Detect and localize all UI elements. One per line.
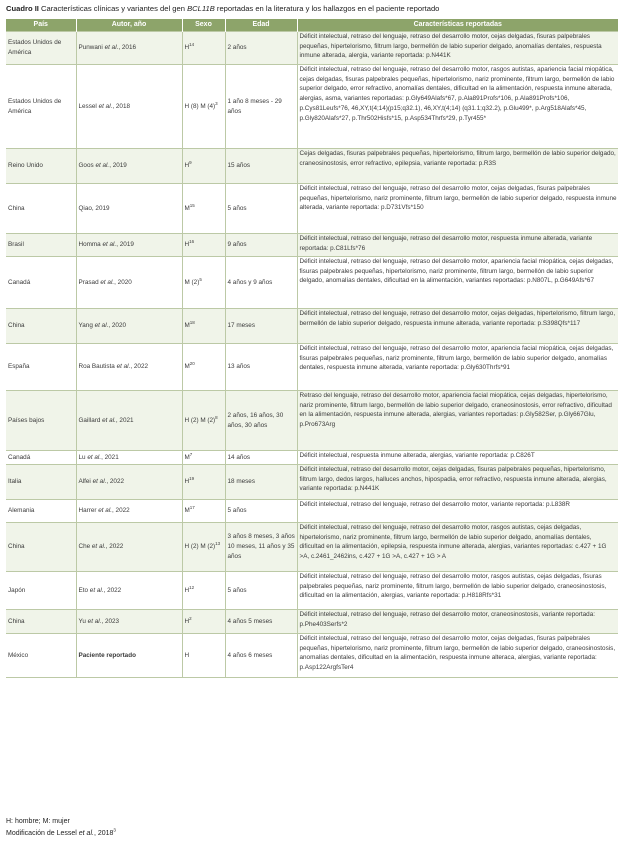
caracteristicas-text: Déficit intelectual, retraso del lenguaje, retraso del desarrollo motor, apariencia facial miopática, cejas delgadas, fisuras palpebrales pequeñas, nariz prominente, filtrum largo, bermellón de labio superior delgado, anomalías dentales, respuesta inmune alterada, variante reportada: p.Gly630Thrfs*91 — [299, 345, 614, 372]
table-row — [6, 184, 618, 234]
cell-edad — [225, 451, 297, 465]
autor-year: , 2021 — [101, 453, 119, 461]
sexo-ref: 13 — [215, 541, 221, 547]
sexo-ref: 19 — [189, 476, 195, 482]
table-row — [6, 344, 618, 391]
table-row — [6, 572, 618, 610]
edad-text: 9 años — [227, 241, 247, 249]
sexo-ref: 2 — [189, 615, 192, 621]
sexo-text: M — [184, 322, 190, 330]
autor-etal: et al. — [91, 543, 106, 551]
cell-caracteristicas — [297, 610, 618, 634]
table-row — [6, 149, 618, 184]
cell-sexo — [182, 634, 225, 678]
autor-year: , 2021 — [115, 416, 134, 424]
cell-pais — [6, 309, 76, 344]
cell-autor — [76, 309, 182, 344]
cell-caracteristicas — [297, 572, 618, 610]
autor-year: , 2016 — [118, 44, 137, 52]
cell-sexo — [182, 32, 225, 65]
cell-edad — [225, 391, 297, 451]
cell-autor — [76, 32, 182, 65]
caracteristicas-text: Déficit intelectual, retraso del lenguaje, retraso del desarrollo motor, apariencia facial miopática, cejas delgadas, fisuras palpebrales pequeñas, hipertelorismo, nariz prominente, filtrum largo, bermellón de labio superior delgado, anomalías dentales, dificultad en la alimentación, variantes reportadas: p.N807L, p.G649Afs*67 — [299, 258, 614, 285]
table-row — [6, 309, 618, 344]
table-header — [6, 19, 618, 32]
caracteristicas-text: Déficit intelectual, retraso del lenguaje, retraso del desarrollo motor, respuesta inmune alterada, variante reportada: p.C81Lfs*76 — [299, 235, 593, 252]
sexo-ref: 5 — [199, 276, 202, 282]
autor-text: Yu — [78, 617, 88, 625]
sexo-ref: 14 — [189, 42, 195, 48]
cell-caracteristicas — [297, 523, 618, 572]
cell-sexo — [182, 391, 225, 451]
cell-sexo — [182, 65, 225, 149]
autor-etal: et al. — [95, 162, 110, 170]
cell-caracteristicas — [297, 634, 618, 678]
table-row — [6, 32, 618, 65]
edad-text: 2 años, 16 años, 30 años, 30 años — [227, 411, 284, 429]
cell-sexo — [182, 234, 225, 257]
caracteristicas-text: Déficit intelectual, retraso del lenguaje, retraso del desarrollo motor, cejas delgadas, fisuras palpebrales pequeñas, hipertelorismo, nariz prominente, filtrum largo, bermellón de labio superior delgado, craneosinostosis, anomalías dentales, dificultad en la alimentación, respuesta inmune alteraca, alergias, variante reportada: p.Asp122ArgfsTer4 — [299, 635, 616, 672]
caracteristicas-text: Déficit intelectual, retraso del lenguaje, retraso del desarrollo motor, variante reportada: p.L838R — [299, 501, 570, 508]
table-row — [6, 610, 618, 634]
cell-sexo — [182, 572, 225, 610]
cell-pais — [6, 451, 76, 465]
autor-year: , 2022 — [105, 543, 124, 551]
cell-autor — [76, 149, 182, 184]
cell-caracteristicas — [297, 184, 618, 234]
sexo-text: M — [184, 204, 190, 212]
pais-text: China — [8, 617, 25, 625]
cell-edad — [225, 572, 297, 610]
caracteristicas-text: Déficit intelectual, retraso del lenguaje, retraso del desarrollo motor, cejas delgadas, fisuras palpebrales pequeñas, hipertelorismo, filtrum largo, bermellón de labio superior delgado, anomalías dentales, respuesta inmune alterada, alergia, variante reportada: p.N441K — [299, 33, 602, 60]
characteristics-table — [6, 19, 618, 678]
pais-text: China — [8, 204, 25, 212]
cell-autor — [76, 391, 182, 451]
cell-edad — [225, 465, 297, 500]
cell-pais — [6, 32, 76, 65]
caracteristicas-text: Cejas delgadas, fisuras palpebrales pequeñas, hipertelorismo, filtrum largo, bermellón de labio superior delgado, craneosinostosis, error refractivo, epilepsia, variante reportada: p.R3S — [299, 150, 616, 167]
caracteristicas-text: Déficit intelectual, respuesta inmune alterada, alergias, variante reportada: p.C826T — [299, 452, 535, 459]
cell-pais — [6, 184, 76, 234]
sexo-text: M (2) — [184, 278, 200, 286]
autor-etal: et al. — [98, 507, 113, 515]
autor-etal: et al. — [102, 416, 116, 424]
cell-pais — [6, 149, 76, 184]
footnote-legend: H: hombre; M: mujer — [6, 818, 70, 825]
autor-etal: et al. — [116, 363, 131, 371]
pais-text: Países bajos — [8, 416, 45, 424]
cell-sexo — [182, 610, 225, 634]
cell-pais — [6, 257, 76, 309]
cell-autor — [76, 234, 182, 257]
autor-etal: et al. — [92, 478, 107, 486]
sexo-text: H — [184, 44, 190, 52]
cell-caracteristicas — [297, 257, 618, 309]
pais-text: Estados Unidos de América — [8, 97, 62, 115]
table-row — [6, 500, 618, 523]
table-row — [6, 257, 618, 309]
sexo-text: H — [184, 478, 190, 486]
cell-sexo — [182, 309, 225, 344]
caption-label: Cuadro II — [6, 4, 39, 13]
cell-edad — [225, 184, 297, 234]
autor-year: , 2019 — [109, 162, 127, 170]
sexo-ref: 16 — [189, 239, 195, 245]
edad-text: 18 meses — [227, 478, 256, 486]
cell-sexo — [182, 149, 225, 184]
cell-pais — [6, 500, 76, 523]
table-body — [6, 32, 618, 678]
autor-text: Paciente reportado — [78, 651, 136, 659]
autor-text: Yang — [78, 322, 95, 330]
cell-caracteristicas — [297, 149, 618, 184]
caracteristicas-text: Déficit intelectual, retraso del lenguaje, retraso del desarrollo motor, craneosinostosis, variante reportada: p.Phe403Serfs*2 — [299, 611, 595, 628]
autor-year: , 2020 — [108, 322, 127, 330]
pais-text: México — [8, 651, 29, 659]
cell-caracteristicas — [297, 465, 618, 500]
cell-caracteristicas — [297, 234, 618, 257]
edad-text: 4 años 5 meses — [227, 617, 273, 625]
cell-sexo — [182, 500, 225, 523]
cell-sexo — [182, 465, 225, 500]
table-row — [6, 451, 618, 465]
autor-etal: et al. — [104, 44, 119, 52]
autor-year: , 2022 — [106, 478, 125, 486]
edad-text: 2 años — [227, 44, 247, 52]
caracteristicas-text: Déficit intelectual, retraso del lenguaje, retraso del desarrollo motor, cejas delgadas, hipertelorismo, filtrum largo, bermellón de labio superior delgado, respuesta inmune alterada, variante reportada: p.S398Qfs*117 — [299, 310, 616, 327]
cell-caracteristicas — [297, 451, 618, 465]
header-edad: Edad — [225, 19, 297, 32]
caracteristicas-text: Déficit intelectual, retraso del lenguaje, retraso del desarrollo motor, rasgos autistas, cejas delgadas, hipertelorismo, nariz prominente, filtrum largo, bermellón de labio superior delgado, anomalías dentales, dificultad en la alimentación, epilepsia, respuesta inmune alterada, alergias, variantes reportadas: c.427 + 1G >A, c.2461_2462ins, c.427 + 1G >A, c.427 + 1G > A — [299, 524, 607, 561]
caracteristicas-text: Déficit intelectual, retraso del lenguaje, retraso del desarrollo motor, rasgos autistas, apariencia facial miopática, cejas delgadas, fisuras palpebrales pequeñas, hipertelorismo, nariz prominente, filtrum largo, bermellón de labio superior delgado, error refractivo, anomalías dentales, dificultad en la alimentación, respuesta inmune alterada, alergias, asma, variantes reportadas: p.Gly649Alafs*67, p.Ala891Profs*106, p.Ala891Profs*106, p.Cys81Leufs*76, 46,XY,t(4;14)(p15;q32.1), 46,XY,t(4;14) (q31.1;q32.2), p.Glu499*, p.Arg518Alafs*45, p.Gly820Alafs*27, p.Thr502Hisfs*15, p.Asp534Thrfs*29, p.Tyr455* — [299, 66, 615, 122]
sexo-text: M — [184, 363, 190, 371]
caption-gene: BCL11B — [187, 4, 215, 13]
table-row — [6, 65, 618, 149]
cell-pais — [6, 465, 76, 500]
pais-text: Reino Unido — [8, 162, 43, 170]
table-row — [6, 523, 618, 572]
sexo-text: H (2) M (2) — [184, 416, 216, 424]
sexo-ref: 9 — [189, 160, 192, 166]
caption-text-before: Características clínicas y variantes del gen — [38, 4, 188, 13]
autor-text: Prasad — [78, 278, 101, 286]
autor-text: Roa Bautista — [78, 363, 117, 371]
pais-text: Brasil — [8, 241, 24, 249]
sexo-text: H — [184, 586, 190, 594]
cell-autor — [76, 451, 182, 465]
autor-text: Gaillard — [78, 416, 103, 424]
autor-year: , 2023 — [101, 617, 120, 625]
cell-edad — [225, 500, 297, 523]
cell-sexo — [182, 344, 225, 391]
cell-pais — [6, 610, 76, 634]
autor-text: Punwani — [78, 44, 105, 52]
sexo-text: M — [184, 507, 190, 515]
cell-sexo — [182, 184, 225, 234]
cell-autor — [76, 184, 182, 234]
caracteristicas-text: Retraso del lenguaje, retraso del desarrollo motor, apariencia facial miopática, cejas delgadas, hipertelorismo, nariz prominente, filtrum largo, bermellón de labio superior delgado, craneosinostosis, error refractivo, dificultad en la alimentación, respuesta inmune alterada, alergias, variantes reportadas: p.Gly582Ser, p.Gly667Glu, p.Pro673Arg — [299, 392, 612, 429]
autor-etal: et al. — [100, 278, 115, 286]
caption-text-after: reportadas en la literatura y los hallazgos en el paciente reportado — [214, 4, 440, 13]
cell-pais — [6, 344, 76, 391]
pais-text: Alemania — [8, 507, 35, 515]
edad-text: 17 meses — [227, 322, 256, 330]
sexo-text: H — [184, 651, 190, 659]
edad-text: 3 años 8 meses, 3 años 10 meses, 11 años y 35 años — [227, 533, 295, 560]
cell-edad — [225, 257, 297, 309]
edad-text: 13 años — [227, 363, 251, 371]
edad-text: 5 años — [227, 586, 247, 594]
edad-text: 5 años — [227, 204, 247, 212]
autor-etal: et al. — [89, 586, 104, 594]
autor-text: Homma — [78, 241, 103, 249]
footnote-source-pre: Modificación de Lessel — [6, 830, 79, 837]
autor-text: Lessel — [78, 102, 99, 110]
cell-pais — [6, 634, 76, 678]
cell-edad — [225, 344, 297, 391]
cell-edad — [225, 32, 297, 65]
caracteristicas-text: Déficit intelectual, retraso del lenguaje, retraso del desarrollo motor, rasgos autistas, cejas delgadas, fisuras palpebrales pequeñas, nariz prominente, filtrum largo, bermellón de labio superior delgado, craneosinostosis, dificultad en la alimentación, alergias, variante reportada: p.H818Rfs*31 — [299, 573, 607, 600]
cell-autor — [76, 65, 182, 149]
header-pais: País — [6, 19, 76, 32]
edad-text: 4 años y 9 años — [227, 278, 273, 286]
footnote-source — [6, 829, 116, 839]
sexo-ref: 20 — [189, 361, 195, 367]
cell-edad — [225, 234, 297, 257]
sexo-text: H (8) M (4) — [184, 102, 216, 110]
header-caracteristicas: Características reportadas — [297, 19, 618, 32]
autor-year: , 2018 — [112, 102, 131, 110]
cell-sexo — [182, 451, 225, 465]
sexo-text: M — [184, 453, 190, 461]
sexo-ref: 12 — [189, 584, 195, 590]
autor-etal: et al. — [87, 617, 102, 625]
autor-year: , 2022 — [112, 507, 130, 515]
pais-text: Italia — [8, 478, 22, 486]
pais-text: Estados Unidos de América — [8, 39, 62, 56]
cell-edad — [225, 610, 297, 634]
cell-autor — [76, 634, 182, 678]
header-autor: Autor, año — [76, 19, 182, 32]
sexo-ref: 18 — [189, 320, 195, 326]
cell-autor — [76, 465, 182, 500]
cell-pais — [6, 391, 76, 451]
caracteristicas-text: Déficit intelectual, retraso del lenguaje, retraso del desarrollo motor, cejas delgadas, fisuras palpebrales pequeñas, hipertelorismo, nariz prominente, filtrum largo, bermellón de labio superior delgado, respuesta inmune alterada, variante reportada: p.D731Vfs*150 — [299, 185, 617, 212]
sexo-text: H (2) M (2) — [184, 543, 216, 551]
autor-text: Eto — [78, 586, 90, 594]
table-row — [6, 234, 618, 257]
cell-pais — [6, 234, 76, 257]
pais-text: Canadá — [8, 453, 31, 461]
cell-pais — [6, 523, 76, 572]
pais-text: China — [8, 322, 25, 330]
footnote-source-post: , 2018 — [93, 830, 114, 837]
sexo-ref: 15 — [189, 202, 195, 208]
sexo-ref: 8 — [215, 414, 218, 420]
cell-edad — [225, 65, 297, 149]
footnote-source-etal: et al. — [78, 830, 94, 837]
edad-text: 1 año 8 meses - 29 años — [227, 97, 282, 115]
pais-text: Japón — [8, 586, 26, 594]
autor-etal: et al. — [87, 453, 102, 461]
cell-pais — [6, 65, 76, 149]
caracteristicas-text: Déficit intelectual, retraso del desarrollo motor, cejas delgadas, fisuras palpebrales pequeñas, hipertelorismo, filtrum largo, dedos largos, halluces anchos, hipospadia, error refractivo, respuesta inmune alterada, alergias, variante reportada: p.N441K — [299, 466, 607, 493]
autor-etal: et al. — [98, 102, 113, 110]
sexo-ref: 7 — [189, 451, 193, 457]
cell-edad — [225, 634, 297, 678]
autor-year: , 2022 — [130, 363, 148, 371]
cell-caracteristicas — [297, 65, 618, 149]
table-row — [6, 465, 618, 500]
cell-autor — [76, 572, 182, 610]
footnote-source-ref: 3 — [113, 827, 116, 833]
table-row — [6, 634, 618, 678]
edad-text: 5 años — [227, 507, 247, 515]
edad-text: 4 años 6 meses — [227, 651, 273, 659]
autor-year: , 2022 — [103, 586, 122, 594]
header-sexo: Sexo — [182, 19, 225, 32]
edad-text: 14 años — [227, 453, 251, 461]
autor-etal: et al. — [94, 322, 109, 330]
cell-caracteristicas — [297, 32, 618, 65]
cell-autor — [76, 500, 182, 523]
pais-text: Canadá — [8, 278, 31, 286]
cell-sexo — [182, 523, 225, 572]
sexo-ref: 3 — [215, 100, 218, 106]
cell-caracteristicas — [297, 344, 618, 391]
autor-year: , 2020 — [114, 278, 132, 286]
autor-text: Goos — [78, 162, 96, 170]
pais-text: China — [8, 543, 25, 551]
cell-edad — [225, 149, 297, 184]
table-caption — [6, 3, 618, 14]
autor-text: Alfei — [78, 478, 93, 486]
edad-text: 15 años — [227, 162, 251, 170]
sexo-text: H — [184, 241, 190, 249]
cell-edad — [225, 309, 297, 344]
pais-text: España — [8, 363, 30, 371]
cell-autor — [76, 344, 182, 391]
sexo-text: H — [184, 162, 190, 170]
cell-caracteristicas — [297, 391, 618, 451]
cell-autor — [76, 610, 182, 634]
cell-edad — [225, 523, 297, 572]
table-row — [6, 391, 618, 451]
sexo-text: H — [184, 617, 190, 625]
autor-text: Harrer — [78, 507, 99, 515]
autor-text: Qiao, 2019 — [78, 204, 110, 212]
cell-caracteristicas — [297, 309, 618, 344]
sexo-ref: 17 — [189, 505, 195, 511]
autor-text: Che — [78, 543, 92, 551]
cell-autor — [76, 523, 182, 572]
autor-year: , 2019 — [116, 241, 134, 249]
cell-caracteristicas — [297, 500, 618, 523]
autor-etal: et al. — [102, 241, 117, 249]
cell-pais — [6, 572, 76, 610]
cell-autor — [76, 257, 182, 309]
autor-text: Lu — [78, 453, 88, 461]
cell-sexo — [182, 257, 225, 309]
